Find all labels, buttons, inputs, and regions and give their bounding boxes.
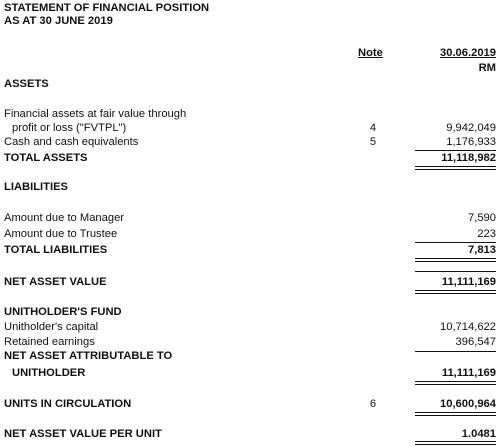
divider	[415, 351, 496, 352]
due-trustee-amount: 223	[477, 228, 496, 240]
divider	[415, 150, 496, 151]
due-manager-label: Amount due to Manager	[4, 212, 125, 224]
total-liabilities-amount: 7,813	[468, 244, 496, 256]
divider	[415, 444, 496, 445]
divider	[415, 415, 496, 416]
total-liabilities-label: TOTAL LIABILITIES	[4, 244, 108, 256]
retained-label: Retained earnings	[4, 336, 95, 348]
nav-label: NET ASSET VALUE	[4, 276, 107, 288]
statement-title: STATEMENT OF FINANCIAL POSITION	[4, 2, 210, 14]
total-assets-amount: 11,118,982	[441, 152, 496, 164]
cash-amount: 1,176,933	[446, 136, 496, 148]
divider	[415, 290, 496, 291]
divider	[415, 412, 496, 413]
capital-label: Unitholder's capital	[4, 321, 99, 333]
currency-label: RM	[478, 62, 496, 74]
divider	[415, 381, 496, 382]
attr-label-line1: NET ASSET ATTRIBUTABLE TO	[4, 350, 173, 362]
units-amount: 10,600,964	[440, 398, 496, 410]
cash-label: Cash and cash equivalents	[4, 136, 139, 148]
total-assets-label: TOTAL ASSETS	[4, 152, 88, 164]
navpu-amount: 1.0481	[461, 428, 496, 440]
due-trustee-label: Amount due to Trustee	[4, 228, 118, 240]
divider	[415, 441, 496, 442]
fvtpl-label-line2: profit or loss ("FVTPL")	[12, 122, 127, 134]
fund-heading: UNITHOLDER'S FUND	[4, 306, 122, 318]
attr-amount: 11,111,169	[441, 367, 496, 379]
statement-date: AS AT 30 JUNE 2019	[4, 15, 113, 27]
fvtpl-note: 4	[369, 122, 377, 134]
navpu-label: NET ASSET VALUE PER UNIT	[4, 428, 162, 440]
attr-label-line2: UNITHOLDER	[12, 367, 86, 379]
cash-note: 5	[369, 136, 377, 148]
fvtpl-label-line1: Financial assets at fair value through	[4, 108, 187, 120]
assets-heading: ASSETS	[4, 78, 49, 90]
divider	[415, 261, 496, 262]
retained-amount: 396,547	[455, 336, 496, 348]
units-note: 6	[369, 398, 377, 410]
date-column-header: 30.06.2019	[440, 47, 496, 59]
nav-amount: 11,111,169	[441, 276, 496, 288]
divider	[415, 258, 496, 259]
capital-amount: 10,714,622	[440, 321, 496, 333]
divider	[415, 166, 496, 167]
liabilities-heading: LIABILITIES	[4, 181, 69, 193]
divider	[415, 293, 496, 294]
divider	[415, 384, 496, 385]
note-column-header: Note	[358, 47, 383, 59]
divider	[415, 169, 496, 170]
due-manager-amount: 7,590	[468, 212, 496, 224]
divider	[415, 271, 496, 272]
units-label: UNITS IN CIRCULATION	[4, 398, 132, 410]
divider	[415, 242, 496, 243]
fvtpl-amount: 9,942,049	[446, 122, 496, 134]
